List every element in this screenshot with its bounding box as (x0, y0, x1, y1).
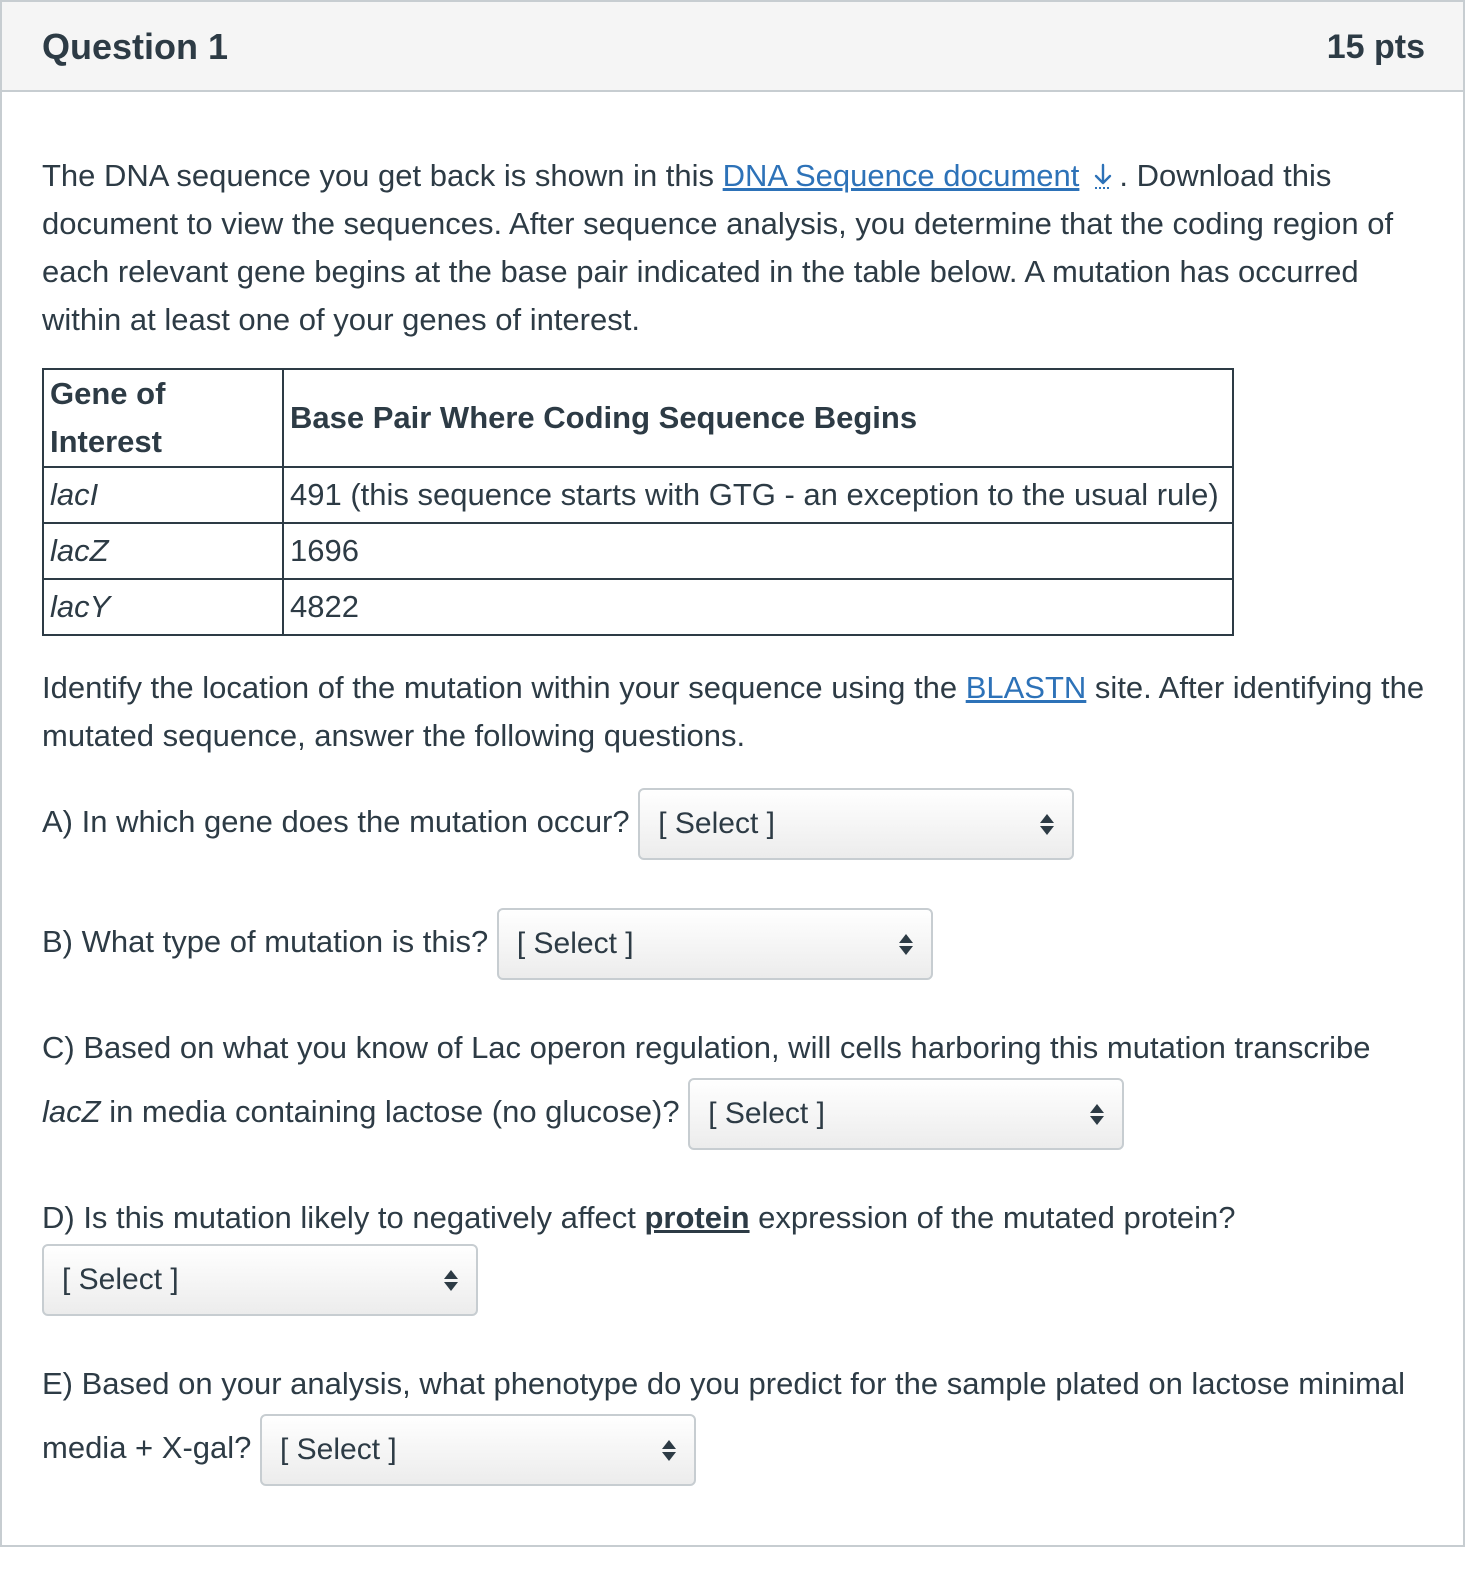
select-value: [ Select ] (708, 1097, 825, 1130)
updown-arrows-icon (1040, 814, 1054, 835)
question-points: 15 pts (1326, 28, 1425, 66)
download-icon[interactable] (1087, 160, 1119, 192)
question-title: Question 1 (42, 26, 229, 67)
question-a-text: A) In which gene does the mutation occur? (42, 804, 630, 840)
question-c-gene: lacZ (42, 1094, 101, 1130)
question-a (42, 788, 1432, 860)
select-value: [ Select ] (516, 927, 634, 960)
question-e (42, 1360, 1432, 1486)
instructions-paragraph (42, 664, 1432, 760)
table-header-row (43, 369, 1233, 467)
question-b (42, 908, 1432, 980)
question-c (42, 1024, 1432, 1150)
blastn-link[interactable]: BLASTN (965, 670, 1087, 705)
intro-text-before: The DNA sequence you get back is shown in this (42, 158, 723, 193)
start-cell: 491 (this sequence starts with GTG - an exception to the usual rule) (283, 467, 1233, 523)
updown-arrows-icon (662, 1440, 676, 1461)
table-row (43, 523, 1233, 579)
instructions-before: Identify the location of the mutation within your sequence using the (42, 670, 966, 705)
dna-sequence-document-link[interactable]: DNA Sequence document (722, 158, 1080, 193)
question-e-text-line2: media + X-gal? (42, 1430, 252, 1466)
table-header-gene: Gene of Interest (43, 369, 283, 467)
question-header (2, 2, 1463, 92)
question-d-emphasis: protein (644, 1200, 750, 1235)
question-e-select[interactable] (260, 1414, 696, 1486)
updown-arrows-icon (1090, 1104, 1104, 1125)
question-d-text-before: D) Is this mutation likely to negatively affect (42, 1200, 645, 1235)
updown-arrows-icon (444, 1270, 458, 1291)
select-value: [ Select ] (62, 1263, 179, 1296)
question-body (42, 152, 1432, 1486)
question-c-select[interactable] (688, 1078, 1124, 1150)
instructions-after: site. After identifying the mutated sequence, answer the following questions. (42, 670, 1425, 753)
gene-cell: lacI (43, 467, 283, 523)
table-row (43, 467, 1233, 523)
select-value: [ Select ] (280, 1433, 397, 1466)
table-row (43, 579, 1233, 635)
question-c-text-line1: C) Based on what you know of Lac operon regulation, will cells harboring this mutation transcribe (42, 1030, 1371, 1065)
gene-cell: lacZ (43, 523, 283, 579)
table-header-base-pair: Base Pair Where Coding Sequence Begins (283, 369, 1233, 467)
question-c-text-line2: in media containing lactose (no glucose)? (100, 1094, 680, 1130)
gene-table (42, 368, 1234, 636)
gene-cell: lacY (43, 579, 283, 635)
start-cell: 4822 (283, 579, 1233, 635)
question-d (42, 1194, 1432, 1316)
question-a-select[interactable] (638, 788, 1074, 860)
question-d-select[interactable] (42, 1244, 478, 1316)
question-d-text-after: expression of the mutated protein? (749, 1200, 1236, 1235)
select-value: [ Select ] (658, 807, 775, 840)
intro-text-after: . Download this document to view the sequences. After sequence analysis, you determine that the coding region of each relevant gene begins at the base pair indicated in the table below. A mutation has occurred within at least one of your genes of interest. (42, 158, 1394, 337)
question-b-select[interactable] (497, 908, 933, 980)
start-cell: 1696 (283, 523, 1233, 579)
question-e-text-line1: E) Based on your analysis, what phenotype do you predict for the sample plated on lactose minimal (42, 1366, 1406, 1401)
question-b-text: B) What type of mutation is this? (42, 924, 489, 960)
intro-paragraph (42, 152, 1432, 344)
updown-arrows-icon (899, 934, 913, 955)
